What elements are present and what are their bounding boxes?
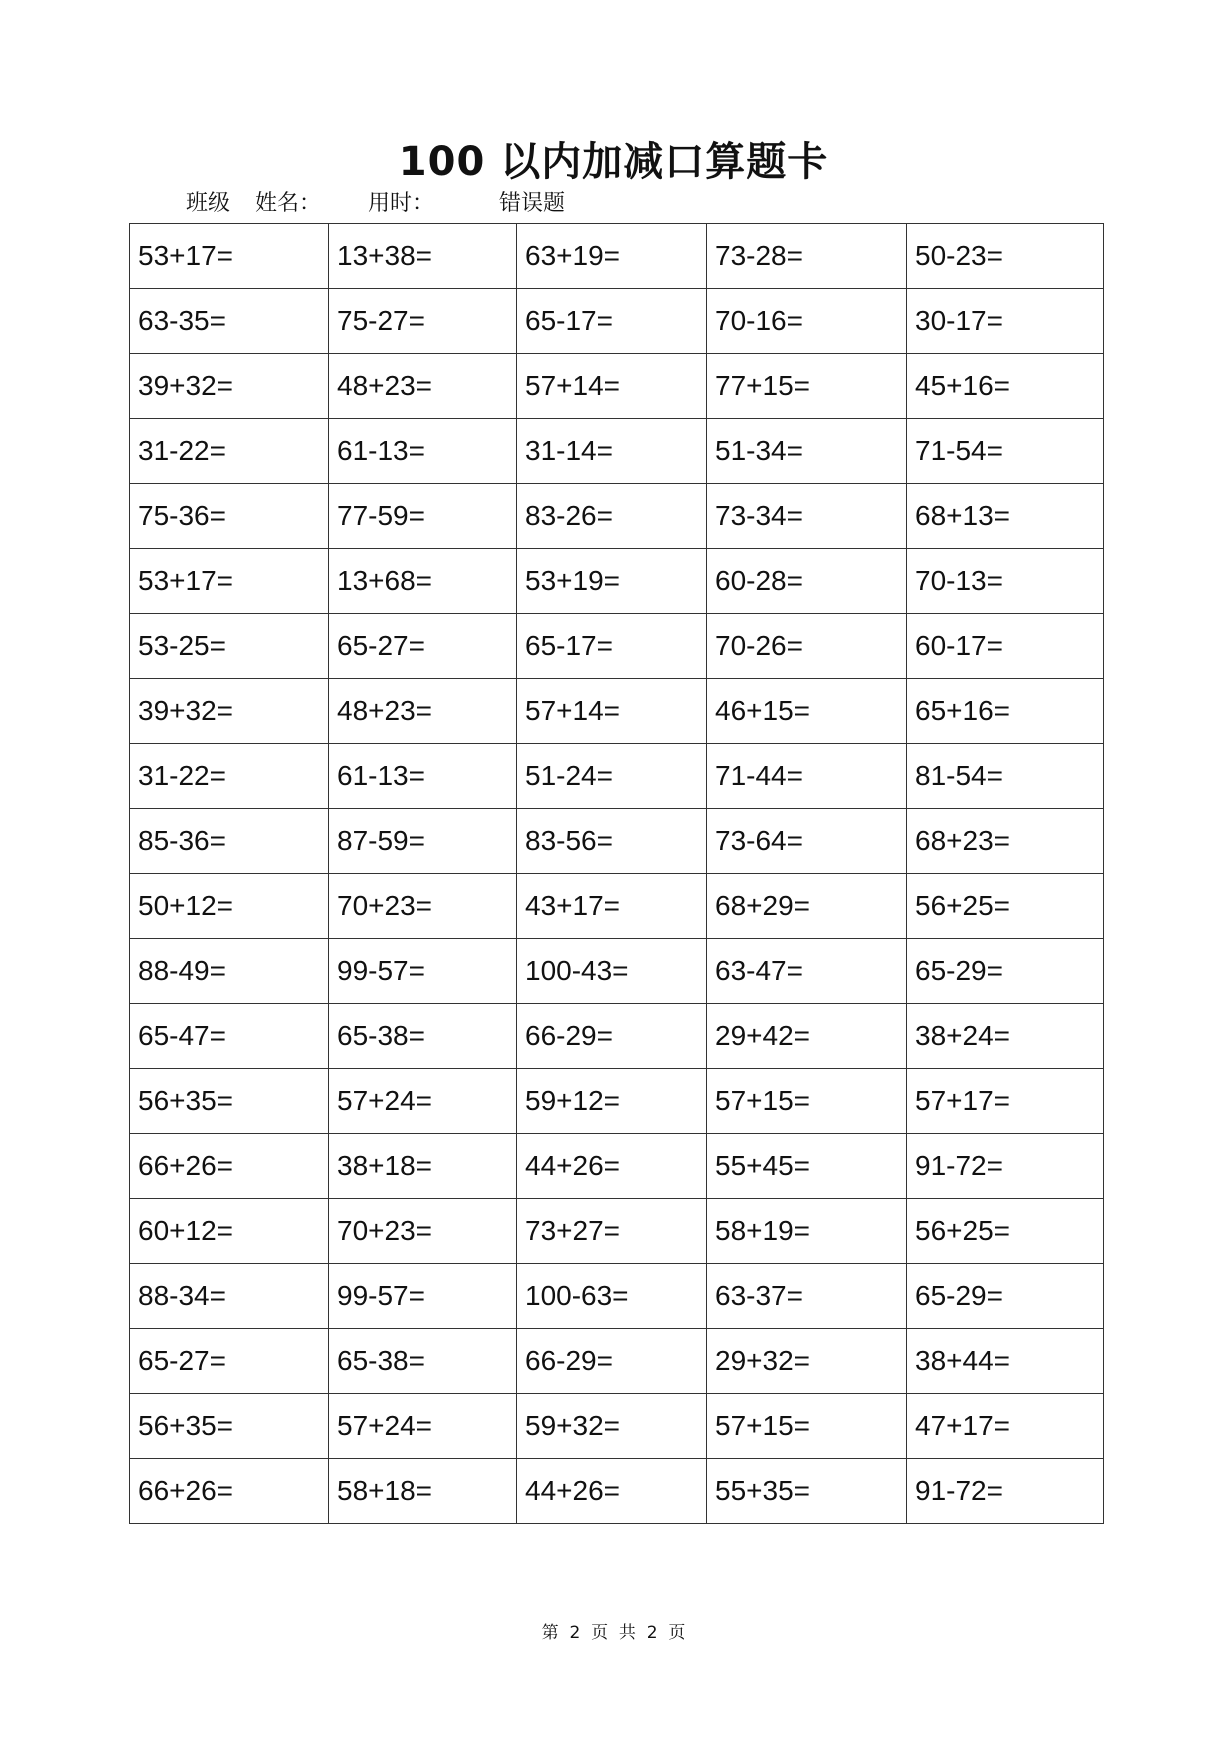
problem-cell: 57+15= [707, 1394, 907, 1459]
errors-label: 错误题 [499, 191, 566, 216]
problem-cell: 100-63= [517, 1264, 707, 1329]
table-row [130, 1329, 1104, 1394]
table-row [130, 549, 1104, 614]
problem-cell: 68+29= [707, 874, 907, 939]
problem-cell: 50-23= [907, 224, 1104, 289]
problem-cell: 88-49= [130, 939, 329, 1004]
problem-cell: 66-29= [517, 1329, 707, 1394]
problem-cell: 43+17= [517, 874, 707, 939]
problem-cell: 56+25= [907, 874, 1104, 939]
table-row [130, 1069, 1104, 1134]
problem-cell: 39+32= [130, 679, 329, 744]
problem-cell: 65-29= [907, 939, 1104, 1004]
problem-cell: 48+23= [329, 354, 517, 419]
table-row [130, 354, 1104, 419]
table-row [130, 1459, 1104, 1524]
problem-cell: 60-28= [707, 549, 907, 614]
problem-cell: 88-34= [130, 1264, 329, 1329]
problem-cell: 91-72= [907, 1459, 1104, 1524]
problem-cell: 59+32= [517, 1394, 707, 1459]
problem-cell: 53-25= [130, 614, 329, 679]
problem-cell: 47+17= [907, 1394, 1104, 1459]
problem-cell: 31-22= [130, 419, 329, 484]
table-row [130, 1394, 1104, 1459]
problem-cell: 39+32= [130, 354, 329, 419]
problem-cell: 58+19= [707, 1199, 907, 1264]
name-label: 姓名： [255, 191, 322, 216]
page-title: 100 以内加减口算题卡 [398, 139, 829, 185]
problem-cell: 31-14= [517, 419, 707, 484]
problem-cell: 60-17= [907, 614, 1104, 679]
arithmetic-problem-table [129, 223, 1104, 1524]
problem-cell: 65-27= [130, 1329, 329, 1394]
problem-cell: 57+24= [329, 1069, 517, 1134]
table-row [130, 809, 1104, 874]
problem-cell: 81-54= [907, 744, 1104, 809]
problem-cell: 45+16= [907, 354, 1104, 419]
problem-cell: 70+23= [329, 874, 517, 939]
table-row [130, 1004, 1104, 1069]
problem-cell: 30-17= [907, 289, 1104, 354]
problem-cell: 63+19= [517, 224, 707, 289]
table-row [130, 679, 1104, 744]
problem-cell: 73-64= [707, 809, 907, 874]
problem-cell: 65-47= [130, 1004, 329, 1069]
problem-cell: 57+15= [707, 1069, 907, 1134]
problem-cell: 70-13= [907, 549, 1104, 614]
problem-cell: 65-38= [329, 1329, 517, 1394]
problem-cell: 51-24= [517, 744, 707, 809]
problem-cell: 53+19= [517, 549, 707, 614]
problem-cell: 83-26= [517, 484, 707, 549]
problem-cell: 58+18= [329, 1459, 517, 1524]
table-row [130, 224, 1104, 289]
problem-cell: 57+14= [517, 679, 707, 744]
problem-cell: 71-44= [707, 744, 907, 809]
problem-cell: 99-57= [329, 1264, 517, 1329]
problem-cell: 44+26= [517, 1459, 707, 1524]
problem-cell: 57+14= [517, 354, 707, 419]
problem-cell: 73+27= [517, 1199, 707, 1264]
problem-cell: 38+24= [907, 1004, 1104, 1069]
problem-cell: 38+44= [907, 1329, 1104, 1394]
student-info-line [186, 190, 565, 218]
table-row [130, 874, 1104, 939]
problem-cell: 91-72= [907, 1134, 1104, 1199]
problem-cell: 50+12= [130, 874, 329, 939]
problem-cell: 55+35= [707, 1459, 907, 1524]
class-label: 班级 [186, 191, 231, 216]
problem-cell: 77+15= [707, 354, 907, 419]
problem-cell: 59+12= [517, 1069, 707, 1134]
problem-cell: 13+68= [329, 549, 517, 614]
problem-cell: 61-13= [329, 419, 517, 484]
problem-cell: 13+38= [329, 224, 517, 289]
table-row [130, 744, 1104, 809]
table-row [130, 419, 1104, 484]
table-row [130, 1199, 1104, 1264]
problem-cell: 65-17= [517, 614, 707, 679]
problem-cell: 44+26= [517, 1134, 707, 1199]
problem-cell: 51-34= [707, 419, 907, 484]
problem-cell: 57+17= [907, 1069, 1104, 1134]
problem-cell: 31-22= [130, 744, 329, 809]
table-row [130, 614, 1104, 679]
problem-cell: 55+45= [707, 1134, 907, 1199]
table-row [130, 1134, 1104, 1199]
table-row [130, 289, 1104, 354]
problem-table-body [130, 224, 1104, 1524]
problem-cell: 63-37= [707, 1264, 907, 1329]
problem-cell: 56+35= [130, 1069, 329, 1134]
problem-cell: 56+25= [907, 1199, 1104, 1264]
problem-cell: 83-56= [517, 809, 707, 874]
problem-cell: 75-36= [130, 484, 329, 549]
problem-cell: 61-13= [329, 744, 517, 809]
page-number-footer: 第 2 页 共 2 页 [541, 1623, 686, 1643]
problem-cell: 85-36= [130, 809, 329, 874]
problem-cell: 60+12= [130, 1199, 329, 1264]
problem-cell: 68+23= [907, 809, 1104, 874]
problem-cell: 57+24= [329, 1394, 517, 1459]
problem-cell: 53+17= [130, 224, 329, 289]
problem-cell: 38+18= [329, 1134, 517, 1199]
problem-cell: 73-34= [707, 484, 907, 549]
problem-cell: 75-27= [329, 289, 517, 354]
problem-cell: 66+26= [130, 1459, 329, 1524]
problem-cell: 53+17= [130, 549, 329, 614]
problem-cell: 29+32= [707, 1329, 907, 1394]
problem-cell: 46+15= [707, 679, 907, 744]
problem-cell: 73-28= [707, 224, 907, 289]
problem-cell: 70+23= [329, 1199, 517, 1264]
problem-cell: 65-27= [329, 614, 517, 679]
problem-cell: 68+13= [907, 484, 1104, 549]
problem-cell: 63-47= [707, 939, 907, 1004]
problem-cell: 66+26= [130, 1134, 329, 1199]
problem-cell: 66-29= [517, 1004, 707, 1069]
problem-cell: 65-38= [329, 1004, 517, 1069]
problem-cell: 99-57= [329, 939, 517, 1004]
problem-cell: 63-35= [130, 289, 329, 354]
problem-cell: 71-54= [907, 419, 1104, 484]
time-label: 用时： [368, 191, 435, 216]
problem-cell: 48+23= [329, 679, 517, 744]
problem-cell: 77-59= [329, 484, 517, 549]
problem-cell: 70-16= [707, 289, 907, 354]
problem-cell: 56+35= [130, 1394, 329, 1459]
problem-cell: 65-29= [907, 1264, 1104, 1329]
problem-cell: 87-59= [329, 809, 517, 874]
problem-cell: 29+42= [707, 1004, 907, 1069]
problem-cell: 65+16= [907, 679, 1104, 744]
problem-cell: 70-26= [707, 614, 907, 679]
table-row [130, 1264, 1104, 1329]
table-row [130, 484, 1104, 549]
table-row [130, 939, 1104, 1004]
problem-cell: 100-43= [517, 939, 707, 1004]
problem-cell: 65-17= [517, 289, 707, 354]
